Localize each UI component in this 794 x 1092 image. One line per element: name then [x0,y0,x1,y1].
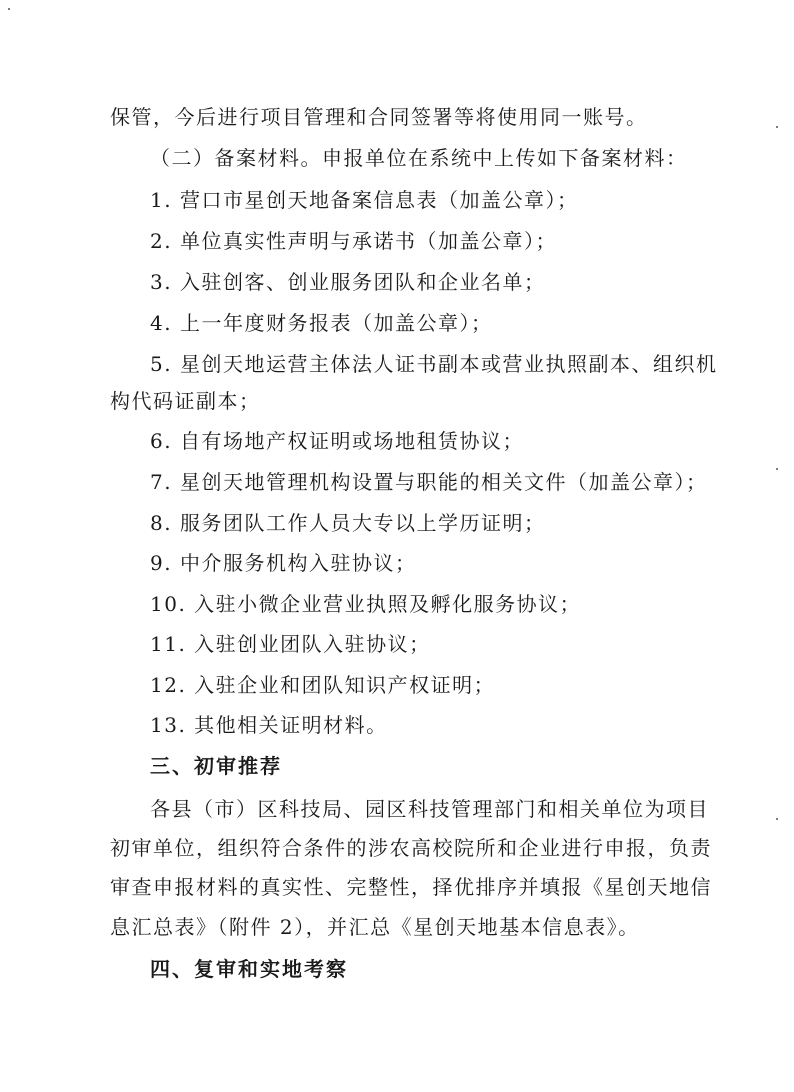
list-item: 9. 中介服务机构入驻协议； [150,551,417,575]
section-subheading-filing-materials: （二）备案材料。申报单位在系统中上传如下备案材料： [150,146,688,170]
list-item: 7. 星创天地管理机构设置与职能的相关文件（加盖公章）； [150,470,708,494]
paragraph: 各县（市）区科技局、园区科技管理部门和相关单位为项目 [150,797,709,821]
paragraph-line: 息汇总表》（附件 2），并汇总《星创天地基本信息表》。 [110,915,640,939]
list-item: 13. 其他相关证明材料。 [150,713,388,737]
list-item: 4. 上一年度财务报表（加盖公章）； [150,311,493,335]
scan-mark [776,468,778,470]
list-item: 11. 入驻创业团队入驻协议； [150,632,431,656]
list-item: 2. 单位真实性声明与承诺书（加盖公章）； [150,229,557,253]
section-heading-preliminary-review: 三、初审推荐 [150,754,282,778]
list-item: 6. 自有场地产权证明或场地租赁协议； [150,429,524,453]
section-heading-review-inspection: 四、复审和实地考察 [150,957,348,981]
scan-mark [776,126,778,128]
list-item: 1. 营口市星创天地备案信息表（加盖公章）； [150,188,579,212]
paragraph-continuation: 保管，今后进行项目管理和合同签署等将使用同一账号。 [110,105,648,129]
list-item: 10. 入驻小微企业营业执照及孵化服务协议； [150,592,582,616]
paragraph-line: 初审单位，组织符合条件的涉农高校院所和企业进行申报，负责 [110,836,712,860]
list-item-continuation: 构代码证副本； [110,389,261,413]
scan-mark [8,8,10,10]
list-item: 12. 入驻企业和团队知识产权证明； [150,673,496,697]
list-item: 3. 入驻创客、创业服务团队和企业名单； [150,270,546,294]
scan-mark [776,818,778,820]
list-item: 8. 服务团队工作人员大专以上学历证明； [150,511,546,535]
list-item: 5. 星创天地运营主体法人证书副本或营业执照副本、组织机 [150,352,718,376]
paragraph-line: 审查申报材料的真实性、完整性，择优排序并填报《星创天地信 [110,875,712,899]
